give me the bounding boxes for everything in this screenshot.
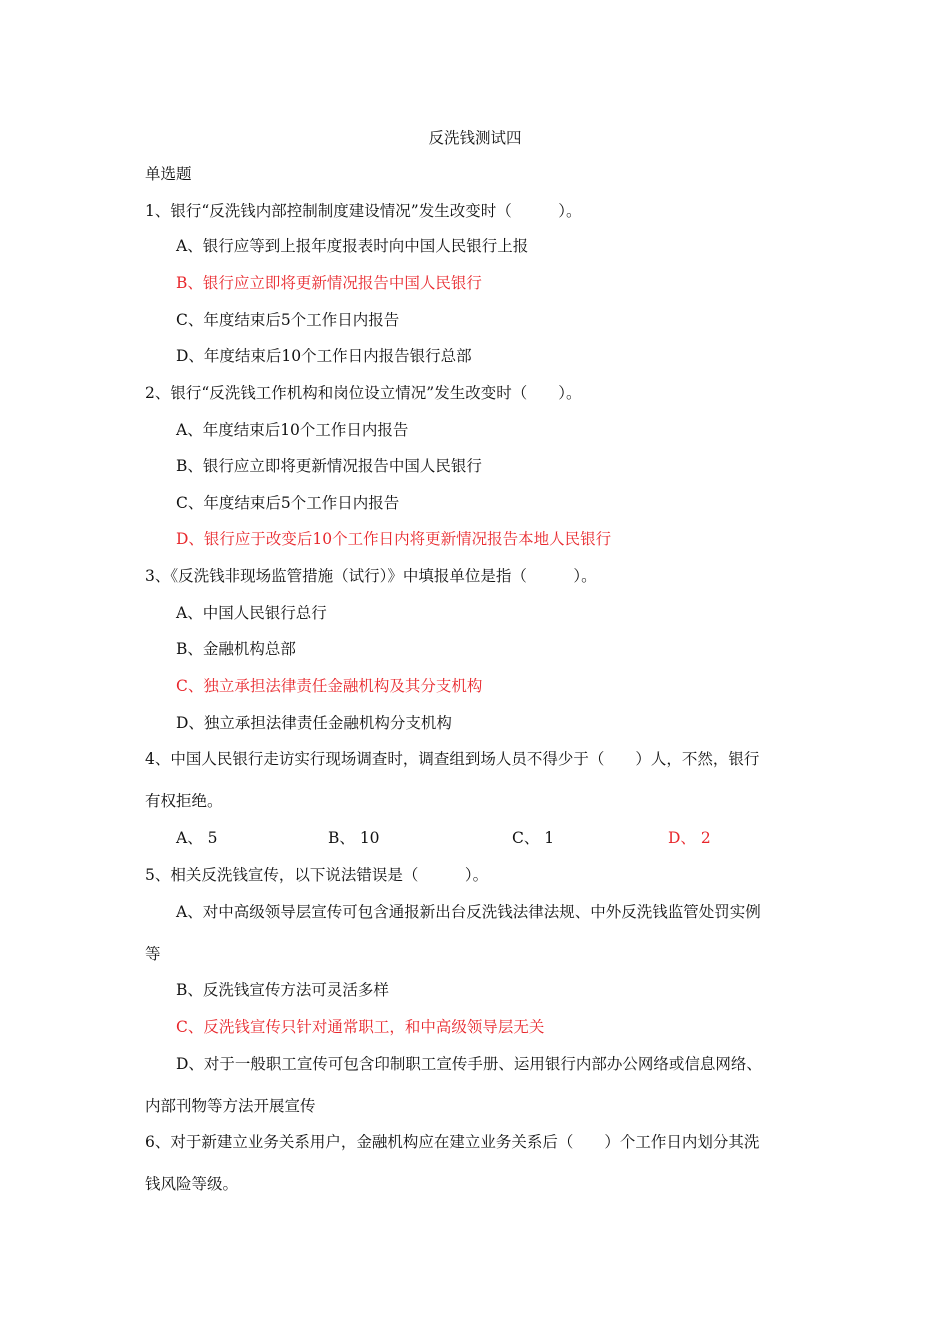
question-1-option-d: D、年度结束后10个工作日内报告银行总部 (176, 347, 472, 365)
question-3-option-d: D、独立承担法律责任金融机构分支机构 (176, 714, 452, 732)
question-1-stem: 1、银行“反洗钱内部控制制度建设情况”发生改变时（ ）。 (145, 202, 582, 220)
question-6-stem-line-2: 钱风险等级。 (145, 1175, 239, 1193)
question-3-stem: 3、《反洗钱非现场监管措施（试行）》中填报单位是指（ ）。 (145, 567, 597, 585)
question-4-option-a: A、 5 (176, 829, 218, 847)
question-4-option-c: C、 1 (512, 829, 555, 847)
question-1-option-c: C、年度结束后5个工作日内报告 (176, 311, 400, 329)
question-3-option-c-answer: C、独立承担法律责任金融机构及其分支机构 (176, 677, 483, 695)
section-heading: 单选题 (145, 165, 192, 183)
question-5-option-d-line-2: 内部刊物等方法开展宣传 (145, 1097, 316, 1115)
question-2-stem: 2、银行“反洗钱工作机构和岗位设立情况”发生改变时（ ）。 (145, 384, 582, 402)
question-2-option-a: A、年度结束后10个工作日内报告 (176, 421, 409, 439)
question-2-option-b: B、银行应立即将更新情况报告中国人民银行 (176, 457, 482, 475)
question-4-stem-line-1: 4、中国人民银行走访实行现场调查时，调查组到场人员不得少于（ ）人，不然，银行 (145, 750, 760, 768)
question-5-option-d-line-1: D、对于一般职工宣传可包含印制职工宣传手册、运用银行内部办公网络或信息网络、 (176, 1055, 762, 1073)
question-3-option-b: B、金融机构总部 (176, 640, 296, 658)
page-title: 反洗钱测试四 (428, 129, 522, 147)
question-4-stem-line-2: 有权拒绝。 (145, 792, 223, 810)
question-2-option-c: C、年度结束后5个工作日内报告 (176, 494, 400, 512)
question-5-option-a-line-2: 等 (145, 945, 161, 963)
question-6-stem-line-1: 6、对于新建立业务关系用户，金融机构应在建立业务关系后（ ）个工作日内划分其洗 (145, 1133, 760, 1151)
question-5-option-a-line-1: A、对中高级领导层宣传可包含通报新出台反洗钱法律法规、中外反洗钱监管处罚实例 (176, 903, 761, 921)
question-5-stem: 5、相关反洗钱宣传，以下说法错误是（ ）。 (145, 866, 489, 884)
question-3-option-a: A、中国人民银行总行 (176, 604, 327, 622)
question-4-option-b: B、 10 (328, 829, 380, 847)
question-4-option-d-answer: D、 2 (668, 829, 711, 847)
question-5-option-c-answer: C、反洗钱宣传只针对通常职工，和中高级领导层无关 (176, 1018, 545, 1036)
question-1-option-a: A、银行应等到上报年度报表时向中国人民银行上报 (176, 237, 529, 255)
question-2-option-d-answer: D、银行应于改变后10个工作日内将更新情况报告本地人民银行 (176, 530, 612, 548)
question-5-option-b: B、反洗钱宣传方法可灵活多样 (176, 981, 389, 999)
question-1-option-b-answer: B、银行应立即将更新情况报告中国人民银行 (176, 274, 482, 292)
